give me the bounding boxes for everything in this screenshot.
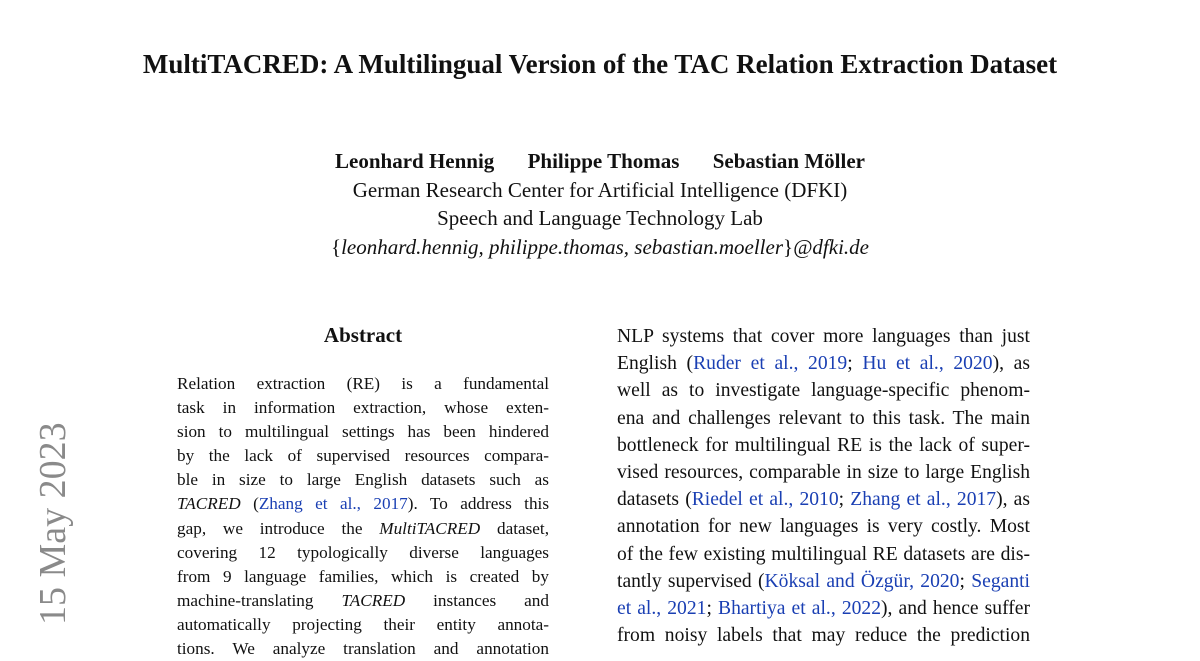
abstract-line bbox=[177, 541, 549, 565]
text-run: ena and challenges relevant to this task. The main bbox=[617, 407, 1030, 429]
text-run: Relation extraction (RE) is a fundamental bbox=[177, 374, 549, 393]
text-run: dataset, bbox=[480, 518, 549, 538]
author-emails bbox=[160, 233, 1040, 261]
text-run: ), and hence suffer bbox=[881, 598, 1031, 620]
text-run: ). To address this bbox=[407, 494, 550, 514]
text-run: datasets ( bbox=[617, 489, 692, 511]
author-name: Philippe Thomas bbox=[527, 149, 680, 173]
text-run: ; bbox=[706, 598, 718, 620]
body-line bbox=[617, 323, 1030, 350]
text-run: ; bbox=[959, 570, 972, 592]
affiliation-institute: German Research Center for Artificial Intelligence (DFKI) bbox=[352, 178, 848, 202]
body-line bbox=[617, 377, 1030, 404]
text-run: tions. We analyze translation and annotation bbox=[177, 639, 549, 659]
abstract-line bbox=[177, 637, 549, 661]
body-line bbox=[617, 432, 1030, 459]
body-line bbox=[617, 622, 1030, 649]
citation-link[interactable]: Zhang et al., 2017 bbox=[850, 489, 997, 511]
body-line bbox=[617, 541, 1030, 568]
text-run: gap, we introduce the bbox=[177, 518, 380, 538]
citation-link[interactable]: Ruder et al., 2019 bbox=[693, 353, 848, 375]
abstract-line bbox=[177, 517, 549, 541]
abstract-line bbox=[177, 613, 549, 637]
citation-link[interactable]: Bhartiya et al., 2022 bbox=[718, 598, 882, 620]
body-line bbox=[617, 405, 1030, 432]
email-domain: @dfki.de bbox=[793, 235, 869, 259]
citation-link[interactable]: Riedel et al., 2010 bbox=[691, 489, 839, 511]
abstract-line bbox=[177, 492, 549, 516]
text-run: bottleneck for multilingual RE is the lack of super- bbox=[617, 434, 1030, 456]
author-list bbox=[160, 147, 1040, 175]
text-run: ble in size to large English datasets such as bbox=[177, 470, 549, 490]
text-run: TACRED bbox=[341, 590, 406, 610]
citation-link[interactable]: et al., 2021 bbox=[617, 598, 707, 620]
abstract-body bbox=[177, 372, 549, 661]
abstract-heading: Abstract bbox=[323, 323, 403, 347]
text-run: ), as bbox=[996, 489, 1031, 511]
text-run: instances and bbox=[405, 590, 549, 610]
citation-link[interactable]: Köksal and Özgür, 2020 bbox=[764, 570, 960, 592]
body-line bbox=[617, 513, 1030, 540]
email-users: leonhard.hennig, philippe.thomas, sebastian.moeller bbox=[341, 235, 784, 259]
text-run: ; bbox=[838, 489, 851, 511]
abstract-line bbox=[177, 589, 549, 613]
abstract-line bbox=[177, 420, 549, 444]
text-run: ( bbox=[240, 494, 259, 514]
body-line bbox=[617, 595, 1030, 622]
abstract-line bbox=[177, 396, 549, 420]
text-run: English ( bbox=[617, 353, 694, 375]
body-line bbox=[617, 486, 1030, 513]
text-run: ), as bbox=[992, 353, 1030, 375]
abstract-line bbox=[177, 372, 549, 396]
body-line bbox=[617, 459, 1030, 486]
text-run: NLP systems that cover more languages than just bbox=[617, 326, 1030, 347]
text-run: covering 12 typologically diverse languages bbox=[177, 542, 549, 562]
email-brace-open: { bbox=[330, 235, 342, 259]
citation-link[interactable]: Zhang et al., 2017 bbox=[258, 494, 408, 514]
body-line bbox=[617, 568, 1030, 595]
author-name: Sebastian Möller bbox=[712, 149, 865, 173]
paper-title: MultiTACRED: A Multilingual Version of the TAC Relation Extraction Dataset bbox=[142, 49, 1058, 79]
abstract-line bbox=[177, 565, 549, 589]
text-run: vised resources, comparable in size to large English bbox=[617, 462, 1030, 484]
introduction-body bbox=[617, 323, 1030, 649]
text-run: tantly supervised ( bbox=[617, 570, 765, 592]
text-run: automatically projecting their entity annota- bbox=[177, 614, 549, 634]
text-run: ; bbox=[847, 353, 863, 375]
text-run: from 9 language families, which is created by bbox=[177, 566, 549, 586]
text-run: MultiTACRED bbox=[379, 518, 481, 538]
arxiv-sidebar-date: 15 May 2023 bbox=[32, 422, 74, 625]
email-brace-close: } bbox=[783, 235, 794, 259]
citation-link[interactable]: Hu et al., 2020 bbox=[862, 353, 993, 375]
text-run: machine-translating bbox=[177, 590, 342, 610]
text-run: from noisy labels that may reduce the prediction bbox=[617, 625, 1030, 647]
citation-link[interactable]: Seganti bbox=[971, 570, 1031, 592]
text-run: annotation for new languages is very costly. Most bbox=[617, 516, 1030, 538]
author-name: Leonhard Hennig bbox=[335, 149, 495, 173]
affiliation-lab: Speech and Language Technology Lab bbox=[437, 206, 763, 230]
text-run: TACRED bbox=[177, 494, 241, 514]
text-run: sion to multilingual settings has been hindered bbox=[177, 422, 549, 442]
body-line bbox=[617, 350, 1030, 377]
abstract-line bbox=[177, 468, 549, 492]
text-run: of the few existing multilingual RE datasets are dis- bbox=[617, 543, 1030, 565]
text-run: well as to investigate language-specific phenom- bbox=[617, 380, 1030, 402]
text-run: task in information extraction, whose exten- bbox=[177, 398, 549, 418]
abstract-line bbox=[177, 444, 549, 468]
text-run: by the lack of supervised resources compara- bbox=[177, 446, 549, 466]
